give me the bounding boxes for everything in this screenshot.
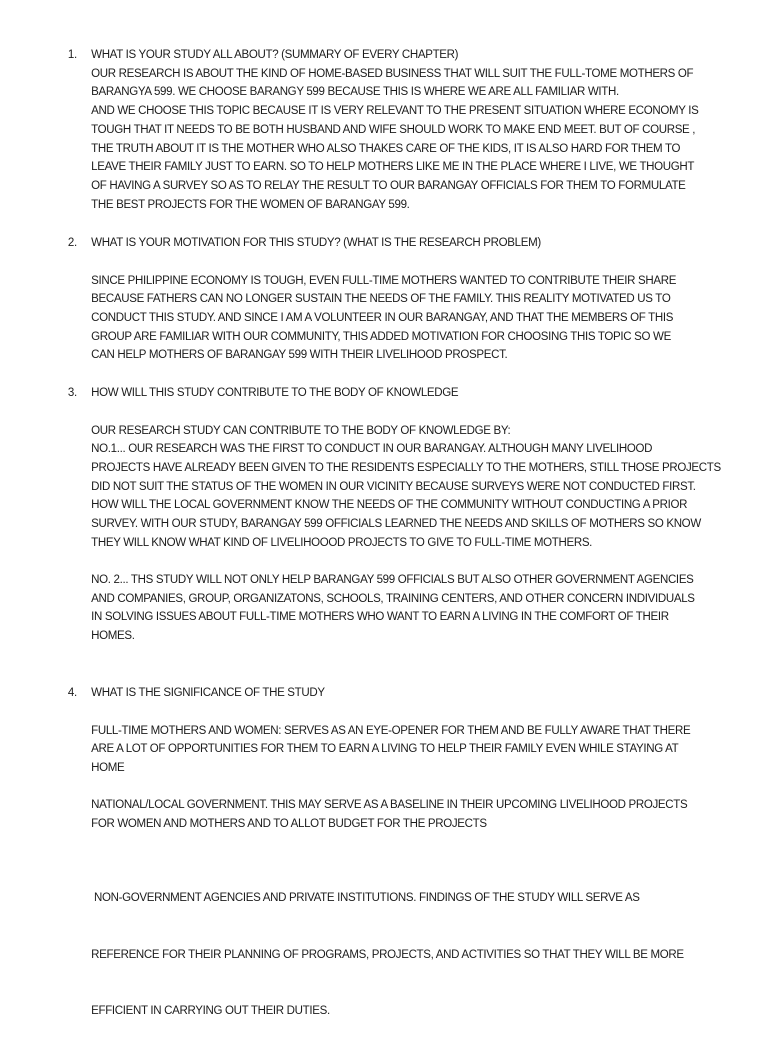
text-line: NO. 2... THS STUDY WILL NOT ONLY HELP BARANGAY 599 OFFICIALS BUT ALSO OTHER GOVERNMENT AGENCIES bbox=[91, 572, 694, 586]
text-line: REFERENCE FOR THEIR PLANNING OF PROGRAMS, PROJECTS, AND ACTIVITIES SO THAT THEY WILL BE MORE bbox=[91, 946, 684, 961]
section-number: 4. bbox=[67, 685, 77, 699]
text-line: PROJECTS HAVE ALREADY BEEN GIVEN TO THE RESIDENTS ESPECIALLY TO THE MOTHERS, STILL THOSE PROJECTS bbox=[91, 459, 721, 474]
text-line: IN SOLVING ISSUES ABOUT FULL-TIME MOTHERS WHO WANT TO EARN A LIVING IN THE COMFORT OF THEIR bbox=[91, 609, 669, 624]
text-line: SINCE PHILIPPINE ECONOMY IS TOUGH, EVEN FULL-TIME MOTHERS WANTED TO CONTRIBUTE THEIR SHARE bbox=[91, 272, 677, 287]
text-line: CAN HELP MOTHERS OF BARANGAY 599 WITH THEIR LIVELIHOOD PROSPECT. bbox=[91, 347, 508, 362]
text-line: AND WE CHOOSE THIS TOPIC BECAUSE IT IS VERY RELEVANT TO THE PRESENT SITUATION WHERE ECONOMY IS bbox=[91, 103, 699, 118]
section-paragraph bbox=[91, 795, 756, 832]
text-line: HOME bbox=[91, 759, 125, 774]
section-paragraph bbox=[91, 421, 756, 552]
section-paragraph bbox=[91, 851, 756, 1057]
text-line: NON-GOVERNMENT AGENCIES AND PRIVATE INSTITUTIONS. FINDINGS OF THE STUDY WILL SERVE AS bbox=[91, 890, 640, 905]
text-line: BECAUSE FATHERS CAN NO LONGER SUSTAIN THE NEEDS OF THE FAMILY. THIS REALITY MOTIVATED US TO bbox=[91, 291, 671, 306]
text-line: NATIONAL/LOCAL GOVERNMENT. THIS MAY SERVE AS A BASELINE IN THEIR UPCOMING LIVELIHOOD PROJECTS bbox=[91, 797, 688, 811]
section-question: WHAT IS YOUR MOTIVATION FOR THIS STUDY? (WHAT IS THE RESEARCH PROBLEM) bbox=[91, 235, 541, 249]
text-line: THE TRUTH ABOUT IT IS THE MOTHER WHO ALSO THAKES CARE OF THE KIDS, IT IS ALSO HARD FOR THEM TO bbox=[91, 140, 681, 155]
text-line: THE BEST PROJECTS FOR THE WOMEN OF BARANGAY 599. bbox=[91, 196, 410, 211]
section-paragraph bbox=[91, 721, 756, 777]
section-paragraph bbox=[91, 64, 756, 214]
section-paragraph bbox=[91, 271, 756, 365]
text-line: CONDUCT THIS STUDY. AND SINCE I AM A VOLUNTEER IN OUR BARANGAY, AND THAT THE MEMBERS OF THIS bbox=[91, 309, 674, 324]
text-line: NO.1... OUR RESEARCH WAS THE FIRST TO CONDUCT IN OUR BARANGAY. ALTHOUGH MANY LIVELIHOOD bbox=[91, 441, 653, 456]
text-line: EFFICIENT IN CARRYING OUT THEIR DUTIES. bbox=[91, 1002, 330, 1017]
section-question: HOW WILL THIS STUDY CONTRIBUTE TO THE BODY OF KNOWLEDGE bbox=[91, 385, 459, 399]
text-line: TOUGH THAT IT NEEDS TO BE BOTH HUSBAND AND WIFE SHOULD WORK TO MAKE END MEET. BUT OF COURSE , bbox=[91, 121, 696, 136]
text-line: GROUP ARE FAMILIAR WITH OUR COMMUNITY, THIS ADDED MOTIVATION FOR CHOOSING THIS TOPIC SO WE bbox=[91, 328, 671, 343]
text-line: LEAVE THEIR FAMILY JUST TO EARN. SO TO HELP MOTHERS LIKE ME IN THE PLACE WHERE I LIVE, WE THOUGHT bbox=[91, 159, 695, 174]
text-line: AND COMPANIES, GROUP, ORGANIZATONS, SCHOOLS, TRAINING CENTERS, AND OTHER CONCERN INDIVIDUALS bbox=[91, 590, 695, 605]
text-line: FULL-TIME MOTHERS AND WOMEN: SERVES AS AN EYE-OPENER FOR THEM AND BE FULLY AWARE THAT THERE bbox=[91, 722, 691, 737]
text-line: DID NOT SUIT THE STATUS OF THE WOMEN IN OUR VICINITY BECAUSE SURVEYS WERE NOT CONDUCTED FIRST. bbox=[91, 478, 696, 493]
section-number: 2. bbox=[67, 235, 77, 249]
section-paragraph bbox=[91, 570, 756, 645]
section-number: 3. bbox=[67, 385, 77, 399]
section-number: 1. bbox=[67, 47, 77, 61]
text-line: OUR RESEARCH STUDY CAN CONTRIBUTE TO THE BODY OF KNOWLEDGE BY: bbox=[91, 422, 511, 437]
text-line: SURVEY. WITH OUR STUDY, BARANGAY 599 OFFICIALS LEARNED THE NEEDS AND SKILLS OF MOTHERS SO KNOW bbox=[91, 516, 701, 531]
text-line: BARANGYA 599. WE CHOOSE BARANGY 599 BECAUSE THIS IS WHERE WE ARE ALL FAMILIAR WITH. bbox=[91, 84, 619, 99]
text-line: HOW WILL THE LOCAL GOVERNMENT KNOW THE NEEDS OF THE COMMUNITY WITHOUT CONDUCTING A PRIOR bbox=[91, 497, 688, 512]
section-question: WHAT IS THE SIGNIFICANCE OF THE STUDY bbox=[91, 685, 325, 699]
text-line: HOMES. bbox=[91, 628, 135, 643]
text-line: THEY WILL KNOW WHAT KIND OF LIVELIHOOOD PROJECTS TO GIVE TO FULL-TIME MOTHERS. bbox=[91, 534, 593, 549]
text-line: FOR WOMEN AND MOTHERS AND TO ALLOT BUDGET FOR THE PROJECTS bbox=[91, 815, 487, 830]
text-line: OUR RESEARCH IS ABOUT THE KIND OF HOME-BASED BUSINESS THAT WILL SUIT THE FULL-TOME MOTHERS OF bbox=[91, 65, 694, 80]
text-line: OF HAVING A SURVEY SO AS TO RELAY THE RESULT TO OUR BARANGAY OFFICIALS FOR THEM TO FORMULATE bbox=[91, 177, 686, 192]
text-line: ARE A LOT OF OPPORTUNITIES FOR THEM TO EARN A LIVING TO HELP THEIR FAMILY EVEN WHILE STAYING AT bbox=[91, 741, 679, 756]
section-question: WHAT IS YOUR STUDY ALL ABOUT? (SUMMARY OF EVERY CHAPTER) bbox=[91, 47, 459, 61]
